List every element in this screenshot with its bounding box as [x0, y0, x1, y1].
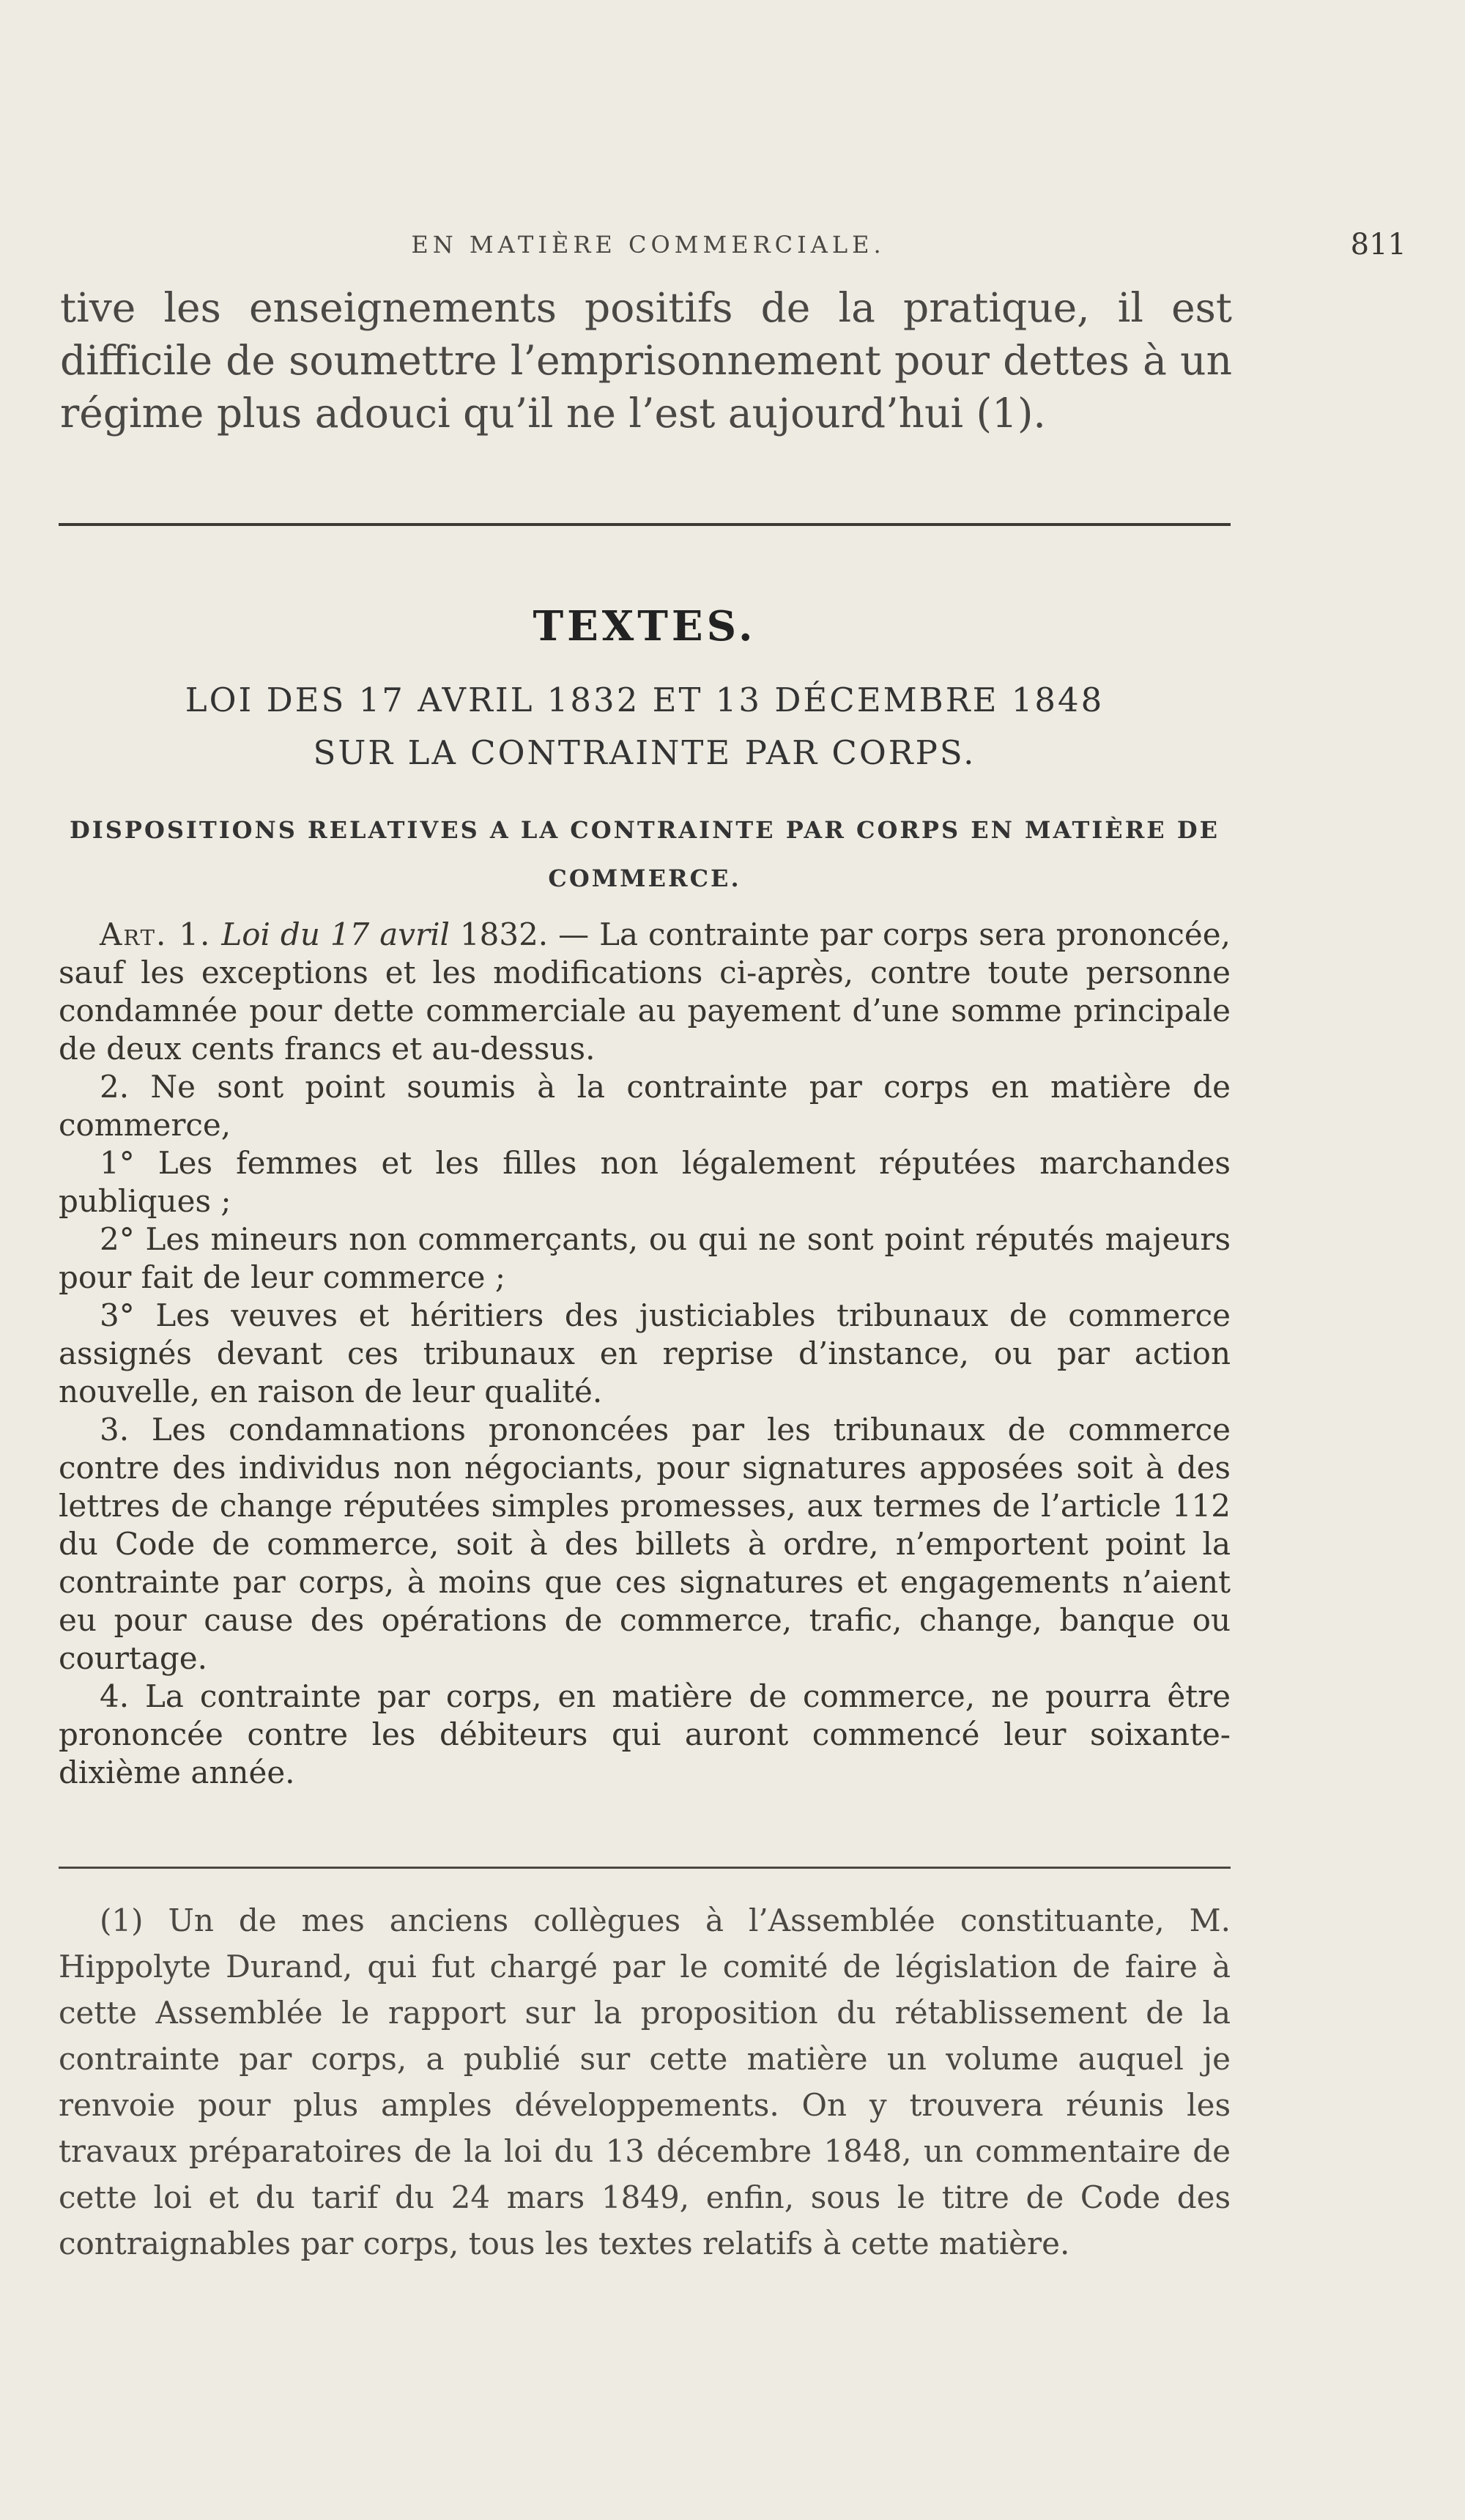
article-2-item-2: 2° Les mineurs non commerçants, ou qui ne sont point réputés majeurs pour fait de leur commerce ; — [59, 1221, 1231, 1295]
article-1-text: — La contrainte par corps sera prononcée, sauf les exceptions et les modifications ci-après, contre toute personne condamnée pour dette commerciale au payement d’une somme principale de deux cents francs et au-dessus. — [59, 916, 1231, 1067]
dispositions-subhead: DISPOSITIONS RELATIVES A LA CONTRAINTE PAR CORPS EN MATIÈRE DE COMMERCE. — [70, 816, 1220, 892]
footnote — [59, 1897, 1231, 2267]
article-1-year: 1832. — [459, 916, 549, 952]
law-title-line-2: SUR LA CONTRAINTE PAR CORPS. — [313, 733, 976, 772]
articles-body — [59, 916, 1231, 1792]
article-2: 2. Ne sont point soumis à la contrainte par corps en matière de commerce, — [59, 1069, 1231, 1143]
page-header — [59, 223, 1406, 267]
article-1-label: Art. 1. — [100, 916, 212, 952]
article-4: 4. La contrainte par corps, en matière de commerce, ne pourra être prononcée contre les débiteurs qui auront commencé leur soixante-dixième année. — [59, 1678, 1231, 1790]
intro-paragraph: tive les enseignements positifs de la pratique, il est difficile de soumettre l’emprisonnement pour dettes à un régime plus adouci qu’il ne l’est aujourd’hui (1). — [60, 284, 1232, 437]
article-1-law-ref: Loi du 17 avril — [221, 916, 450, 952]
article-3: 3. Les condamnations prononcées par les tribunaux de commerce contre des individus non négociants, pour signatures apposées soit à des lettres de change réputées simples promesses, aux termes de l’article 112 du Code de commerce, soit à des billets à ordre, n’emportent point la contrainte par corps, à moins que ces signatures et engagements n’aient eu pour cause des opérations de commerce, trafic, change, banque ou courtage. — [59, 1412, 1231, 1676]
article-1 — [59, 916, 1231, 1068]
section-divider — [59, 523, 1231, 526]
law-title-line-1: LOI DES 17 AVRIL 1832 ET 13 DÉCEMBRE 1848 — [185, 681, 1105, 719]
footnote-1: (1) Un de mes anciens collègues à l’Assemblée constituante, M. Hippolyte Durand, qui fut chargé par le comité de législation de faire à cette Assemblée le rapport sur la proposition du rétablissement de la contrainte par corps, a publié sur cette matière un volume auquel je renvoie pour plus amples développements. On y trouvera réunis les travaux préparatoires de la loi du 13 décembre 1848, un commentaire de cette loi et du tarif du 24 mars 1849, enfin, sous le titre de Code des contraignables par corps, tous les textes relatifs à cette matière. — [59, 1902, 1231, 2261]
law-title — [59, 674, 1231, 779]
footnote-divider — [59, 1867, 1231, 1869]
page-number: 811 — [1350, 228, 1406, 262]
section-title: TEXTES. — [533, 602, 757, 651]
running-head: EN MATIÈRE COMMERCIALE. — [411, 231, 886, 259]
article-2-item-3: 3° Les veuves et héritiers des justiciables tribunaux de commerce assignés devant ces tribunaux en reprise d’instance, ou par action nouvelle, en raison de leur qualité. — [59, 1297, 1231, 1409]
article-2-item-1: 1° Les femmes et les filles non légalement réputées marchandes publiques ; — [59, 1145, 1231, 1219]
